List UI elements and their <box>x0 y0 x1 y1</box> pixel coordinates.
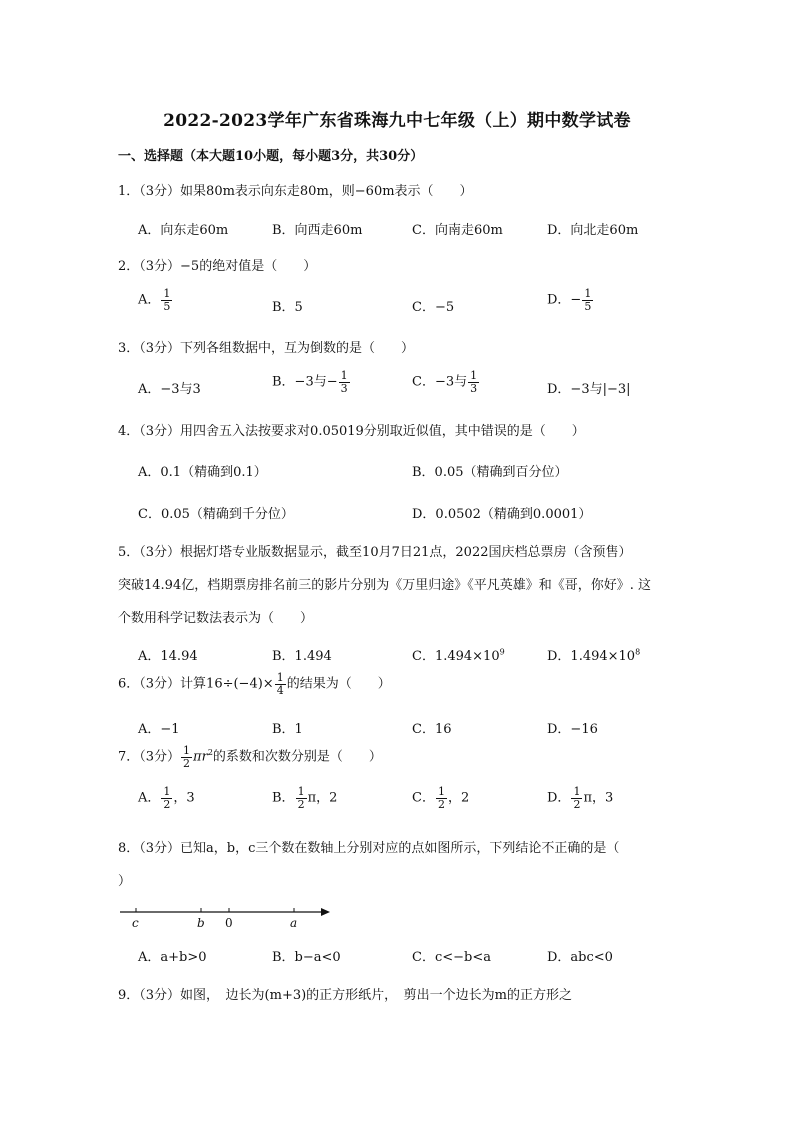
question-2-option-d <box>547 288 594 312</box>
question-5-option-b: B．1.494 <box>272 649 332 664</box>
question-5-option-a: A．14.94 <box>138 649 198 664</box>
question-4-option-a: A．0.1（精确到0.1） <box>138 465 267 480</box>
label-a: a <box>290 916 298 930</box>
fraction-denominator: 2 <box>163 797 171 811</box>
option-prefix: A． <box>138 292 161 308</box>
question-8-option-b: B．b−a<0 <box>272 950 341 965</box>
fraction-denominator: 5 <box>163 299 171 313</box>
fraction <box>468 370 479 394</box>
fraction-numerator: 1 <box>297 785 305 798</box>
stem-suffix: 的系数和次数分别是（ ） <box>212 749 382 765</box>
question-1-option-a: A．向东走60m <box>138 223 229 238</box>
fraction-numerator: 1 <box>470 369 478 382</box>
section-heading: 一、选择题（本大题10小题，每小题3分，共30分） <box>118 149 424 164</box>
fraction <box>571 786 582 810</box>
option-prefix: D．− <box>547 292 582 308</box>
question-5-line-2: 突破14.94亿，档期票房排名前三的影片分别为《万里归途》《平凡英雄》和《哥，你好》. 这 <box>118 578 651 593</box>
question-5-line-3: 个数用科学记数法表示为（ ） <box>118 611 314 626</box>
question-7-stem <box>118 745 382 769</box>
fraction-numerator: 1 <box>163 287 171 300</box>
number-line-figure <box>118 900 338 940</box>
question-6-stem <box>118 672 391 696</box>
question-5-option-c <box>412 645 505 664</box>
question-3-option-b <box>272 370 351 394</box>
question-2-option-a <box>138 288 173 312</box>
question-2-option-c: C．−5 <box>412 300 455 315</box>
stem-suffix: 的结果为（ ） <box>286 676 391 692</box>
question-2-stem: 2．（3分）−5的绝对值是（ ） <box>118 259 317 274</box>
exam-title: 2022-2023学年广东省珠海九中七年级（上）期中数学试卷 <box>163 111 631 131</box>
question-4-option-b: B．0.05（精确到百分位） <box>412 465 568 480</box>
option-text: C．1.494×10 <box>412 649 500 664</box>
fraction-numerator: 1 <box>276 671 284 684</box>
fraction-denominator: 3 <box>340 381 348 395</box>
label-c: c <box>132 916 139 930</box>
stem-prefix: 6．（3分）计算16÷(−4)× <box>118 676 274 692</box>
question-1-option-b: B．向西走60m <box>272 223 363 238</box>
label-zero: 0 <box>225 916 233 930</box>
fraction-numerator: 1 <box>573 785 581 798</box>
question-7-option-d <box>547 786 613 810</box>
option-suffix: π，2 <box>307 790 338 806</box>
question-3-stem: 3．（3分）下列各组数据中，互为倒数的是（ ） <box>118 341 415 356</box>
option-prefix: B．−3与− <box>272 374 338 390</box>
question-8-line-2: ） <box>118 874 132 889</box>
question-7-option-a <box>138 786 195 810</box>
question-7-option-b <box>272 786 337 810</box>
fraction-denominator: 3 <box>470 381 478 395</box>
fraction <box>161 786 172 810</box>
option-prefix: C． <box>412 790 435 806</box>
question-4-stem: 4．（3分）用四舍五入法按要求对0.05019分别取近似值，其中错误的是（ ） <box>118 424 585 439</box>
question-3-option-d: D．−3与|−3| <box>547 382 631 397</box>
option-suffix: ，2 <box>447 790 470 806</box>
question-1-option-d: D．向北走60m <box>547 223 639 238</box>
question-8-line-1: 8．（3分）已知a，b，c三个数在数轴上分别对应的点如图所示，下列结论不正确的是（ <box>118 841 620 856</box>
question-8-option-c: C．c<−b<a <box>412 950 491 965</box>
fraction-denominator: 2 <box>183 756 191 770</box>
fraction <box>161 288 172 312</box>
question-9-stem: 9．（3分）如图， 边长为(m+3)的正方形纸片， 剪出一个边长为m的正方形之 <box>118 988 573 1003</box>
option-suffix: ，3 <box>173 790 195 806</box>
fraction <box>436 786 447 810</box>
fraction <box>582 288 593 312</box>
fraction-numerator: 1 <box>340 369 348 382</box>
question-3-option-c <box>412 370 480 394</box>
question-6-option-c: C．16 <box>412 722 452 737</box>
fraction-numerator: 1 <box>584 287 592 300</box>
fraction-numerator: 1 <box>163 785 171 798</box>
question-1-option-c: C．向南走60m <box>412 223 503 238</box>
question-7-option-c <box>412 786 469 810</box>
question-4-option-c: C．0.05（精确到千分位） <box>138 507 294 522</box>
option-text: D．1.494×10 <box>547 649 636 664</box>
fraction-numerator: 1 <box>437 785 445 798</box>
number-line-arrow <box>321 908 330 916</box>
question-3-option-a: A．−3与3 <box>138 382 201 397</box>
question-5-option-d <box>547 645 640 664</box>
question-6-option-a: A．−1 <box>138 722 180 737</box>
fraction <box>275 672 286 696</box>
question-8-option-d: D．abc<0 <box>547 950 613 965</box>
question-2-option-b: B．5 <box>272 300 303 315</box>
exponent: 9 <box>499 647 505 657</box>
option-prefix: C．−3与 <box>412 374 468 390</box>
option-prefix: B． <box>272 790 295 806</box>
question-8-option-a: A．a+b>0 <box>138 950 207 965</box>
question-6-option-d: D．−16 <box>547 722 598 737</box>
question-5-line-1: 5．（3分）根据灯塔专业版数据显示，截至10月7日21点，2022国庆档总票房（含预售） <box>118 545 632 560</box>
option-prefix: A． <box>138 790 161 806</box>
fraction-denominator: 4 <box>276 683 284 697</box>
fraction <box>296 786 307 810</box>
exponent: 8 <box>635 647 641 657</box>
option-prefix: D． <box>547 790 571 806</box>
fraction-denominator: 2 <box>297 797 305 811</box>
stem-prefix: 7．（3分） <box>118 749 181 765</box>
question-4-option-d: D．0.0502（精确到0.0001） <box>412 507 592 522</box>
fraction-denominator: 2 <box>573 797 581 811</box>
fraction-denominator: 2 <box>437 797 445 811</box>
math-term: πr <box>193 749 208 765</box>
question-1-stem: 1．（3分）如果80m表示向东走80m，则−60m表示（ ） <box>118 184 473 199</box>
fraction-denominator: 5 <box>584 299 592 313</box>
question-6-option-b: B．1 <box>272 722 303 737</box>
fraction <box>339 370 350 394</box>
fraction-numerator: 1 <box>183 744 191 757</box>
exponent: 2 <box>207 748 213 758</box>
option-suffix: π，3 <box>583 790 614 806</box>
fraction <box>181 745 192 769</box>
label-b: b <box>197 916 205 930</box>
